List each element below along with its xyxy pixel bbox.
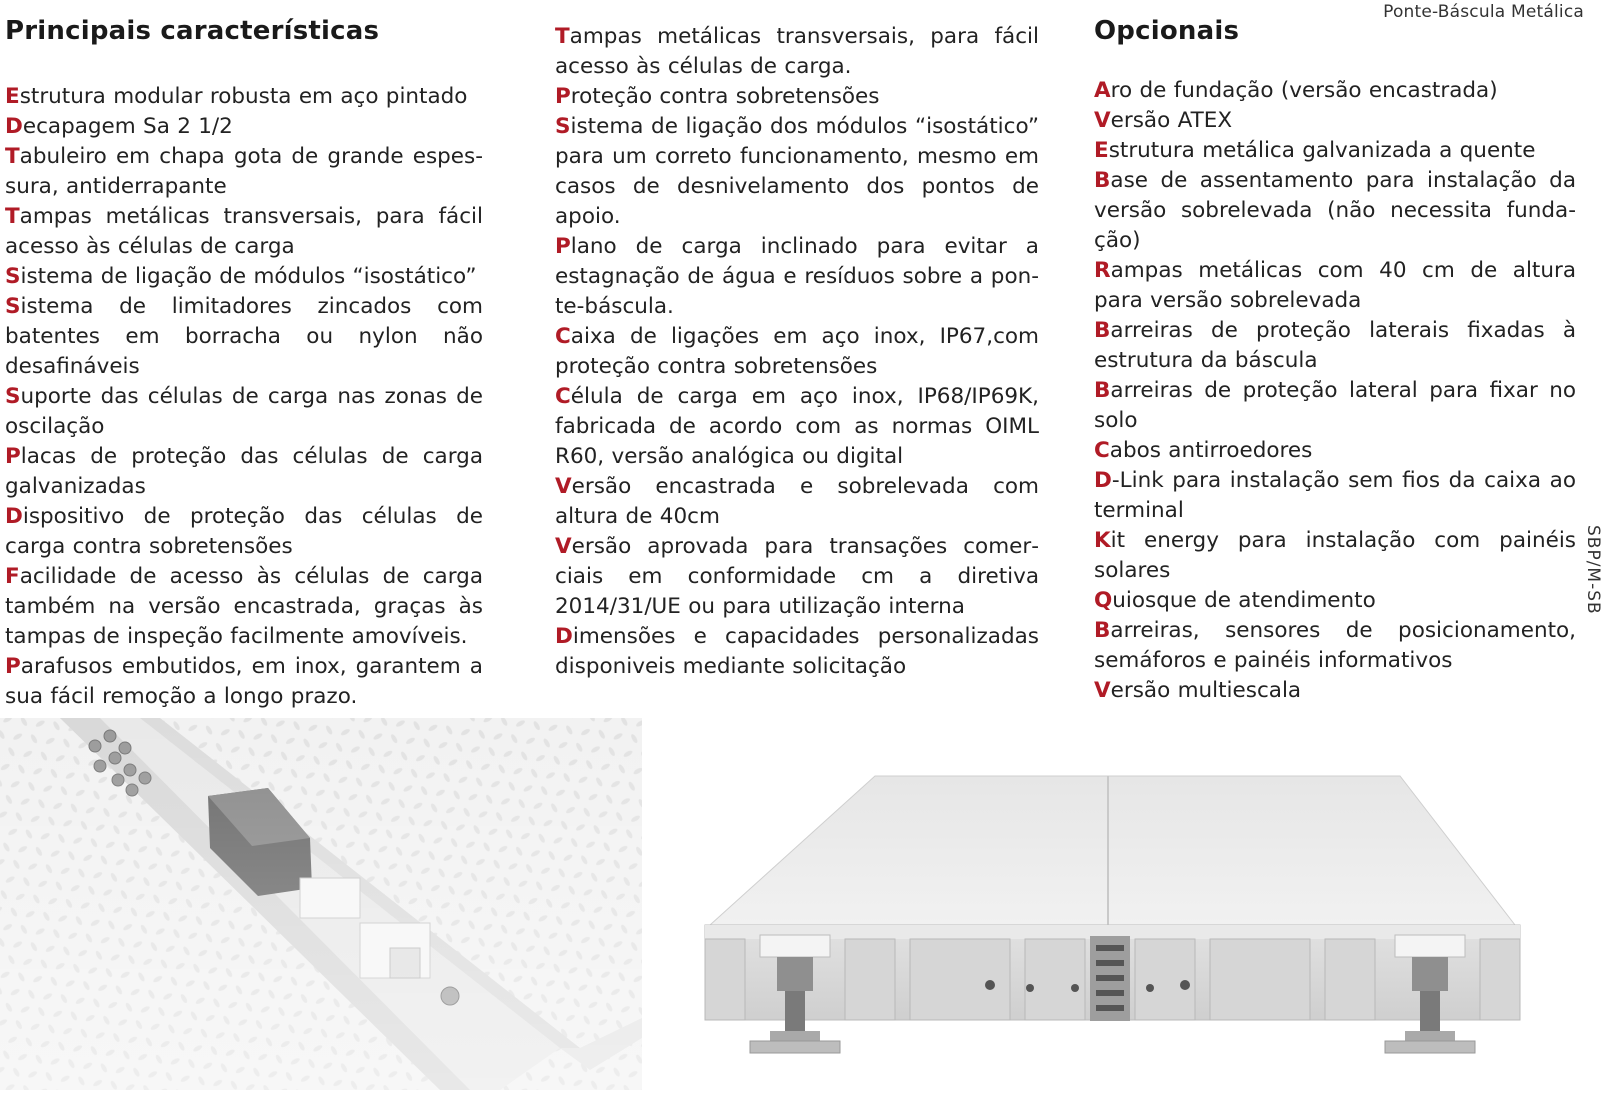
weighbridge-deck-image (680, 760, 1540, 1090)
list-item: Cabos antirroedores (1094, 438, 1313, 463)
list-item: Barreiras de proteção lateral para fixar no solo (1094, 378, 1576, 433)
list-item: Caixa de ligações em aço inox, IP67,com proteção contra sobretensões (555, 324, 1039, 379)
list-item: Barreiras, sensores de posicionamento, semáforos e painéis informativos (1094, 618, 1576, 673)
list-item: Proteção contra sobretensões (555, 84, 880, 109)
list-item: Facilidade de acesso às células de carga também na versão encastrada, graças às tampas de inspeção facilmente amovíveis. (5, 564, 483, 649)
document-code: SBP/M-SB (1583, 525, 1603, 615)
scale-module-closeup-image (0, 718, 642, 1090)
list-item: Rampas metálicas com 40 cm de altura para versão sobrelevada (1094, 258, 1576, 313)
list-item: Tampas metálicas transversais, para fácil acesso às células de carga (5, 204, 483, 259)
optionals-title: Opcionais (1094, 16, 1240, 46)
list-item: Suporte das células de carga nas zonas de oscilação (5, 384, 483, 439)
list-item: Dimensões e capacidades personalizadas disponiveis mediante solicitação (555, 624, 1039, 679)
list-item: Parafusos embutidos, em inox, garantem a sua fácil remoção a longo prazo. (5, 654, 483, 709)
list-item: Estrutura modular robusta em aço pintado (5, 84, 468, 109)
list-item: Aro de fundação (versão encastrada) (1094, 78, 1498, 103)
list-item: Sistema de ligação de módulos “isostático” (5, 264, 477, 289)
list-item: Dispositivo de proteção das células de carga contra sobretensões (5, 504, 483, 559)
features-list-1 (5, 82, 483, 712)
list-item: Plano de carga inclinado para evitar a estagnação de água e resíduos sobre a ponte-báscula. (555, 234, 1039, 319)
list-item: Base de assentamento para instalação da versão sobrelevada (não necessita fundação) (1094, 168, 1576, 253)
list-item: Placas de proteção das células de carga galvanizadas (5, 444, 483, 499)
list-item: Tabuleiro em chapa gota de grande espessura, antiderrapante (5, 144, 483, 199)
list-item: Versão multiescala (1094, 678, 1302, 703)
optionals-column (1094, 14, 1576, 706)
features-list-2 (555, 22, 1039, 682)
list-item: Versão ATEX (1094, 108, 1233, 133)
list-item: D-Link para instalação sem fios da caixa ao terminal (1094, 468, 1576, 523)
list-item: Sistema de limitadores zincados com batentes em borracha ou nylon não desafináveis (5, 294, 483, 379)
list-item: Kit energy para instalação com painéis solares (1094, 528, 1576, 583)
list-item: Estrutura metálica galvanizada a quente (1094, 138, 1536, 163)
list-item: Barreiras de proteção laterais fixadas à estrutura da báscula (1094, 318, 1576, 373)
list-item: Quiosque de atendimento (1094, 588, 1376, 613)
optionals-list (1094, 76, 1576, 706)
list-item: Célula de carga em aço inox, IP68/IP69K, fabricada de acordo com as normas OIML R60, versão analógica ou digital (555, 384, 1039, 469)
list-item: Tampas metálicas transversais, para fácil acesso às células de carga. (555, 24, 1039, 79)
list-item: Versão aprovada para transações comerciais em conformidade cm a diretiva 2014/31/UE ou para utilização interna (555, 534, 1039, 619)
features-column-1 (5, 14, 483, 712)
product-name: Ponte-Báscula Metálica (1383, 2, 1584, 22)
list-item: Sistema de ligação dos módulos “isostático” para um correto funcionamento, mesmo em casos de desnivelamento dos pontos de apoio. (555, 114, 1039, 229)
features-column-2 (555, 14, 1039, 682)
features-title: Principais características (5, 16, 380, 46)
list-item: Decapagem Sa 2 1/2 (5, 114, 233, 139)
list-item: Versão encastrada e sobrelevada com altura de 40cm (555, 474, 1039, 529)
